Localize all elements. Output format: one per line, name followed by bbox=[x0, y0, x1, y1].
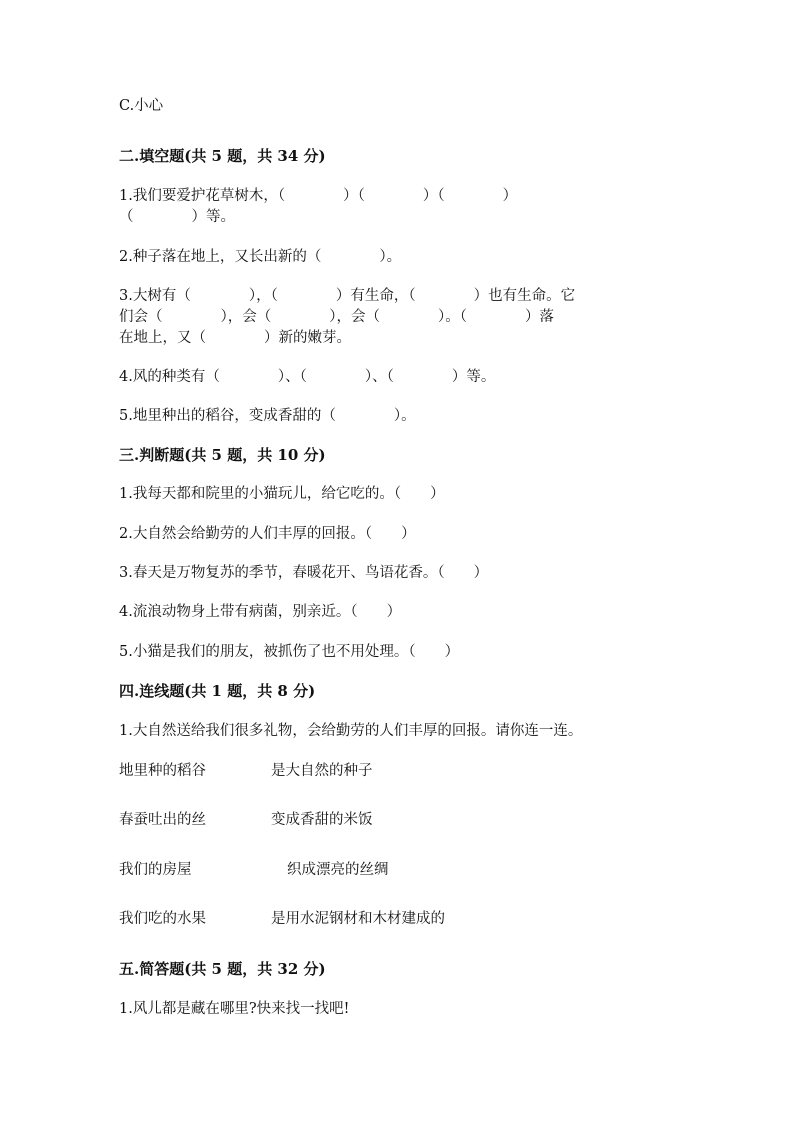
match-left-item: 我们的房屋 bbox=[119, 862, 192, 878]
section-2-heading: 二.填空题(共 5 题，共 34 分) bbox=[119, 147, 326, 165]
section-4-heading: 四.连线题(共 1 题，共 8 分) bbox=[119, 682, 316, 700]
short-answer-q1: 1.风儿都是藏在哪里?快来找一找吧! bbox=[119, 1001, 350, 1017]
judge-item-3: 3.春天是万物复苏的季节，春暖花开、鸟语花香。（ ） bbox=[119, 565, 489, 581]
match-right-item: 是用水泥钢材和木材建成的 bbox=[271, 911, 445, 927]
judge-item-4: 4.流浪动物身上带有病菌，别亲近。（ ） bbox=[119, 604, 402, 620]
fill-q1-line2: （ ）等。 bbox=[119, 209, 235, 225]
fill-q3-line1: 3.大树有（ ），（ ）有生命，（ ）也有生命。它 bbox=[119, 288, 576, 304]
fill-q3-line3: 在地上，又（ ）新的嫩芽。 bbox=[119, 330, 351, 346]
section-5-heading: 五.简答题(共 5 题，共 32 分) bbox=[119, 960, 326, 978]
match-question: 1.大自然送给我们很多礼物，会给勤劳的人们丰厚的回报。请你连一连。 bbox=[119, 723, 583, 739]
judge-item-5: 5.小猫是我们的朋友，被抓伤了也不用处理。（ ） bbox=[119, 644, 460, 660]
option-c: C.小心 bbox=[119, 98, 164, 114]
judge-item-2: 2.大自然会给勤劳的人们丰厚的回报。（ ） bbox=[119, 526, 416, 542]
match-left-item: 我们吃的水果 bbox=[119, 911, 206, 927]
match-right-item: 变成香甜的米饭 bbox=[271, 812, 373, 828]
match-left-item: 地里种的稻谷 bbox=[119, 763, 206, 779]
fill-q5: 5.地里种出的稻谷，变成香甜的（ ）。 bbox=[119, 408, 416, 424]
match-right-item: 织成漂亮的丝绸 bbox=[287, 862, 389, 878]
judge-item-1: 1.我每天都和院里的小猫玩儿，给它吃的。（ ） bbox=[119, 486, 445, 502]
fill-q1-line1: 1.我们要爱护花草树木，（ ）（ ）（ ） bbox=[119, 188, 518, 204]
section-3-heading: 三.判断题(共 5 题，共 10 分) bbox=[119, 446, 326, 464]
fill-q4: 4.风的种类有（ ）、（ ）、（ ）等。 bbox=[119, 369, 496, 385]
match-right-item: 是大自然的种子 bbox=[271, 763, 373, 779]
fill-q2: 2.种子落在地上，又长出新的（ ）。 bbox=[119, 249, 402, 265]
fill-q3-line2: 们会（ ），会（ ），会（ ）。（ ）落 bbox=[119, 309, 554, 325]
match-left-item: 春蚕吐出的丝 bbox=[119, 812, 206, 828]
